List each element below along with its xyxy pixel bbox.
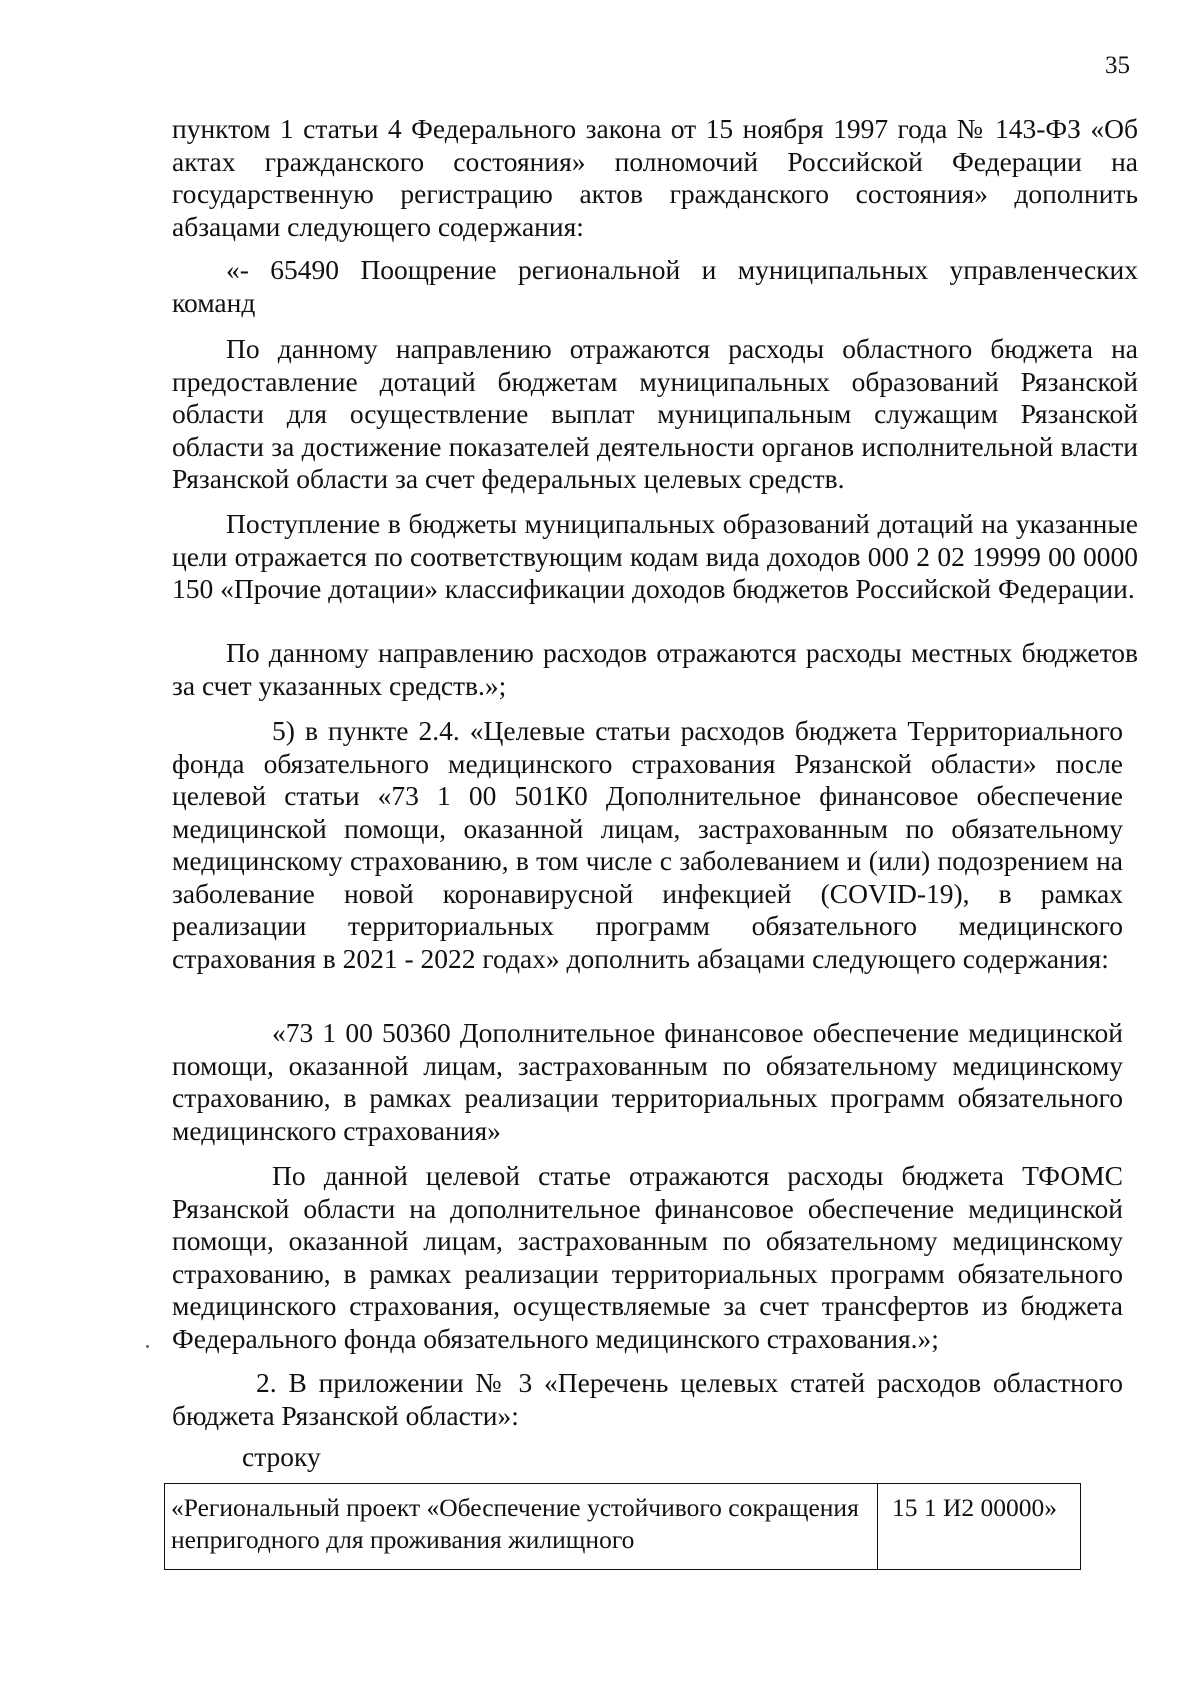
paragraph-7: «73 1 00 50360 Дополнительное финансовое обеспечение медицинской помощи, оказанной лицам, застрахованным по обязательному медицинскому страхованию, в рамках реализации территориальных программ обязательного медицинского страхования» (172, 1017, 1123, 1146)
table-cell-name: «Региональный проект «Обеспечение устойчивого сокращения непригодного для проживания жилищного (165, 1484, 878, 1570)
paragraph-6: 5) в пункте 2.4. «Целевые статьи расходов бюджета Территориального фонда обязательного медицинского страхования Рязанской области» после целевой статьи «73 1 00 501К0 Дополнительное финансовое обеспечение медицинской помощи, оказанной лицам, застрахованным по обязательному медицинскому страхованию, в том числе с заболеванием и (или) подозрением на заболевание новой коронавирусной инфекцией (COVID-19), в рамках реализации территориальных программ обязательного медицинского страхования в 2021 - 2022 годах» дополнить абзацами следующего содержания: (172, 715, 1123, 974)
paragraph-8: По данной целевой статье отражаются расходы бюджета ТФОМС Рязанской области на дополнительное финансовое обеспечение медицинской помощи, оказанной лицам, застрахованным по обязательному медицинскому страхованию, в рамках реализации территориальных программ обязательного медицинского страхования, осуществляемые за счет трансфертов из бюджета Федерального фонда обязательного медицинского страхования.»; (172, 1160, 1123, 1354)
paragraph-4: Поступление в бюджеты муниципальных образований дотаций на указанные цели отражается по соответствующим кодам вида доходов 000 2 02 19999 00 0000 150 «Прочие дотации» классификации доходов бюджетов Российской Федерации. (172, 508, 1138, 604)
paragraph-5: По данному направлению расходов отражаются расходы местных бюджетов за счет указанных средств.»; (172, 637, 1138, 701)
page-number: 35 (1105, 52, 1130, 79)
paragraph-3: По данному направлению отражаются расходы областного бюджета на предоставление дотаций бюджетам муниципальных образований Рязанской области для осуществление выплат муниципальным служащим Рязанской области за достижение показателей деятельности органов исполнительной власти Рязанской области за счет федеральных целевых средств. (172, 333, 1138, 494)
table-row (165, 1484, 1081, 1570)
paragraph-1: пунктом 1 статьи 4 Федерального закона от 15 ноября 1997 года № 143-ФЗ «Об актах гражданского состояния» полномочий Российской Федерации на государственную регистрацию актов гражданского состояния» дополнить абзацами следующего содержания: (172, 113, 1138, 242)
scan-speck (146, 1345, 149, 1348)
paragraph-2: «- 65490 Поощрение региональной и муниципальных управленческих команд (172, 254, 1138, 318)
paragraph-10: строку (242, 1441, 321, 1472)
paragraph-9: 2. В приложении № 3 «Перечень целевых статей расходов областного бюджета Рязанской области»: (172, 1367, 1123, 1431)
table-cell-code: 15 1 И2 00000» (878, 1484, 1081, 1570)
target-articles-table (164, 1483, 1081, 1570)
